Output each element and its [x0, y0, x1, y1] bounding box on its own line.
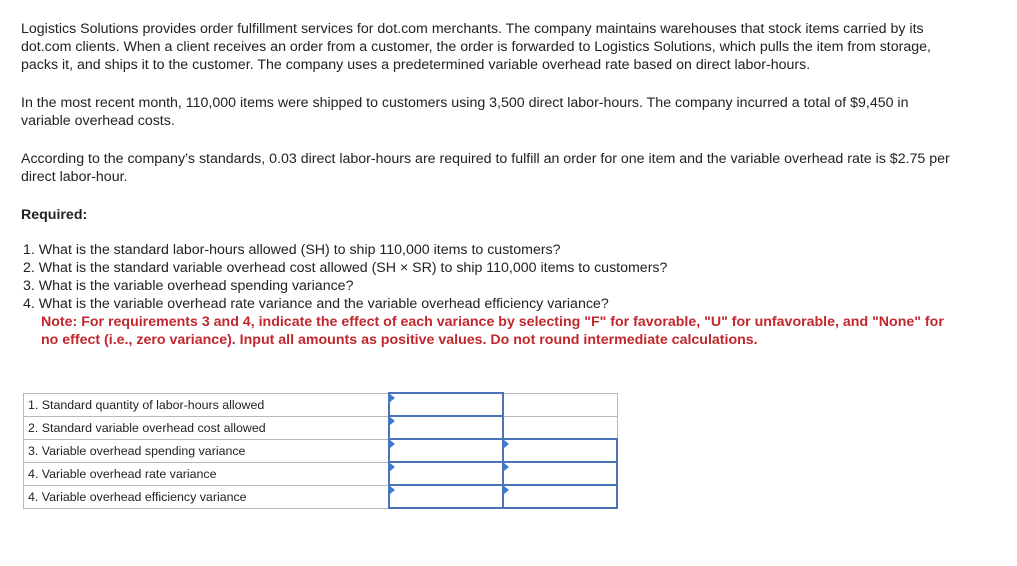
dropdown-marker-icon — [504, 463, 509, 471]
table-row — [24, 485, 618, 508]
effect-cell — [503, 393, 617, 416]
problem-paragraph-3: According to the company’s standards, 0.03 direct labor-hours are required to fulfill an order for one item and the variable overhead rate is $2.75 per direct labor-hour. — [21, 151, 950, 185]
table-row — [24, 393, 618, 416]
effect-cell — [503, 416, 617, 439]
input-marker-icon — [390, 486, 395, 494]
row-label: 3. Variable overhead spending variance — [24, 439, 390, 462]
problem-paragraph-2: In the most recent month, 110,000 items were shipped to customers using 3,500 direct labor-hours. The company incurred a total of $9,450 in variable overhead costs. — [21, 95, 909, 129]
requirements-note: Note: For requirements 3 and 4, indicate the effect of each variance by selecting "F" for favorable, "U" for unfavorable, and "None" for no effect (i.e., zero variance). Input all amounts as positive values. Do not round intermediate calculations. — [41, 314, 944, 348]
input-marker-icon — [390, 463, 395, 471]
input-marker-icon — [390, 394, 395, 402]
requirement-item: 2. What is the standard variable overhead cost allowed (SH × SR) to ship 110,000 items to customers? — [23, 260, 668, 276]
input-marker-icon — [390, 440, 395, 448]
dropdown-marker-icon — [504, 486, 509, 494]
effect-select[interactable] — [504, 440, 616, 461]
problem-statement — [21, 20, 951, 363]
requirement-item: 3. What is the variable overhead spending variance? — [23, 278, 354, 294]
required-heading: Required: — [21, 207, 88, 223]
row-label: 2. Standard variable overhead cost allowed — [24, 416, 390, 439]
answer-table — [23, 392, 618, 509]
table-row — [24, 416, 618, 439]
input-marker-icon — [390, 417, 395, 425]
amount-input-cell[interactable] — [389, 485, 503, 508]
row-label: 4. Variable overhead rate variance — [24, 462, 390, 485]
amount-input-cell[interactable] — [389, 416, 503, 439]
effect-select[interactable] — [504, 486, 616, 507]
row-label: 1. Standard quantity of labor-hours allowed — [24, 393, 390, 416]
amount-input-cell[interactable] — [389, 462, 503, 485]
requirement-item: 1. What is the standard labor-hours allowed (SH) to ship 110,000 items to customers? — [23, 242, 561, 258]
effect-select-cell[interactable] — [503, 485, 617, 508]
table-row — [24, 462, 618, 485]
amount-input-cell[interactable] — [389, 393, 503, 416]
amount-input[interactable] — [390, 440, 502, 461]
amount-input-cell[interactable] — [389, 439, 503, 462]
table-row — [24, 439, 618, 462]
dropdown-marker-icon — [504, 440, 509, 448]
effect-select-cell[interactable] — [503, 462, 617, 485]
amount-input[interactable] — [390, 394, 502, 415]
amount-input[interactable] — [390, 486, 502, 507]
amount-input[interactable] — [390, 463, 502, 484]
row-label: 4. Variable overhead efficiency variance — [24, 485, 390, 508]
requirements-list — [21, 241, 951, 313]
requirement-item: 4. What is the variable overhead rate variance and the variable overhead efficiency variance? — [23, 296, 609, 312]
problem-paragraph-1: Logistics Solutions provides order fulfillment services for dot.com merchants. The company maintains warehouses that stock items carried by its dot.com clients. When a client receives an order from a customer, the order is forwarded to Logistics Solutions, which pulls the item from storage, packs it, and ships it to the customer. The company uses a predetermined variable overhead rate based on direct labor-hours. — [21, 21, 931, 73]
amount-input[interactable] — [390, 417, 502, 438]
effect-select[interactable] — [504, 463, 616, 484]
effect-select-cell[interactable] — [503, 439, 617, 462]
